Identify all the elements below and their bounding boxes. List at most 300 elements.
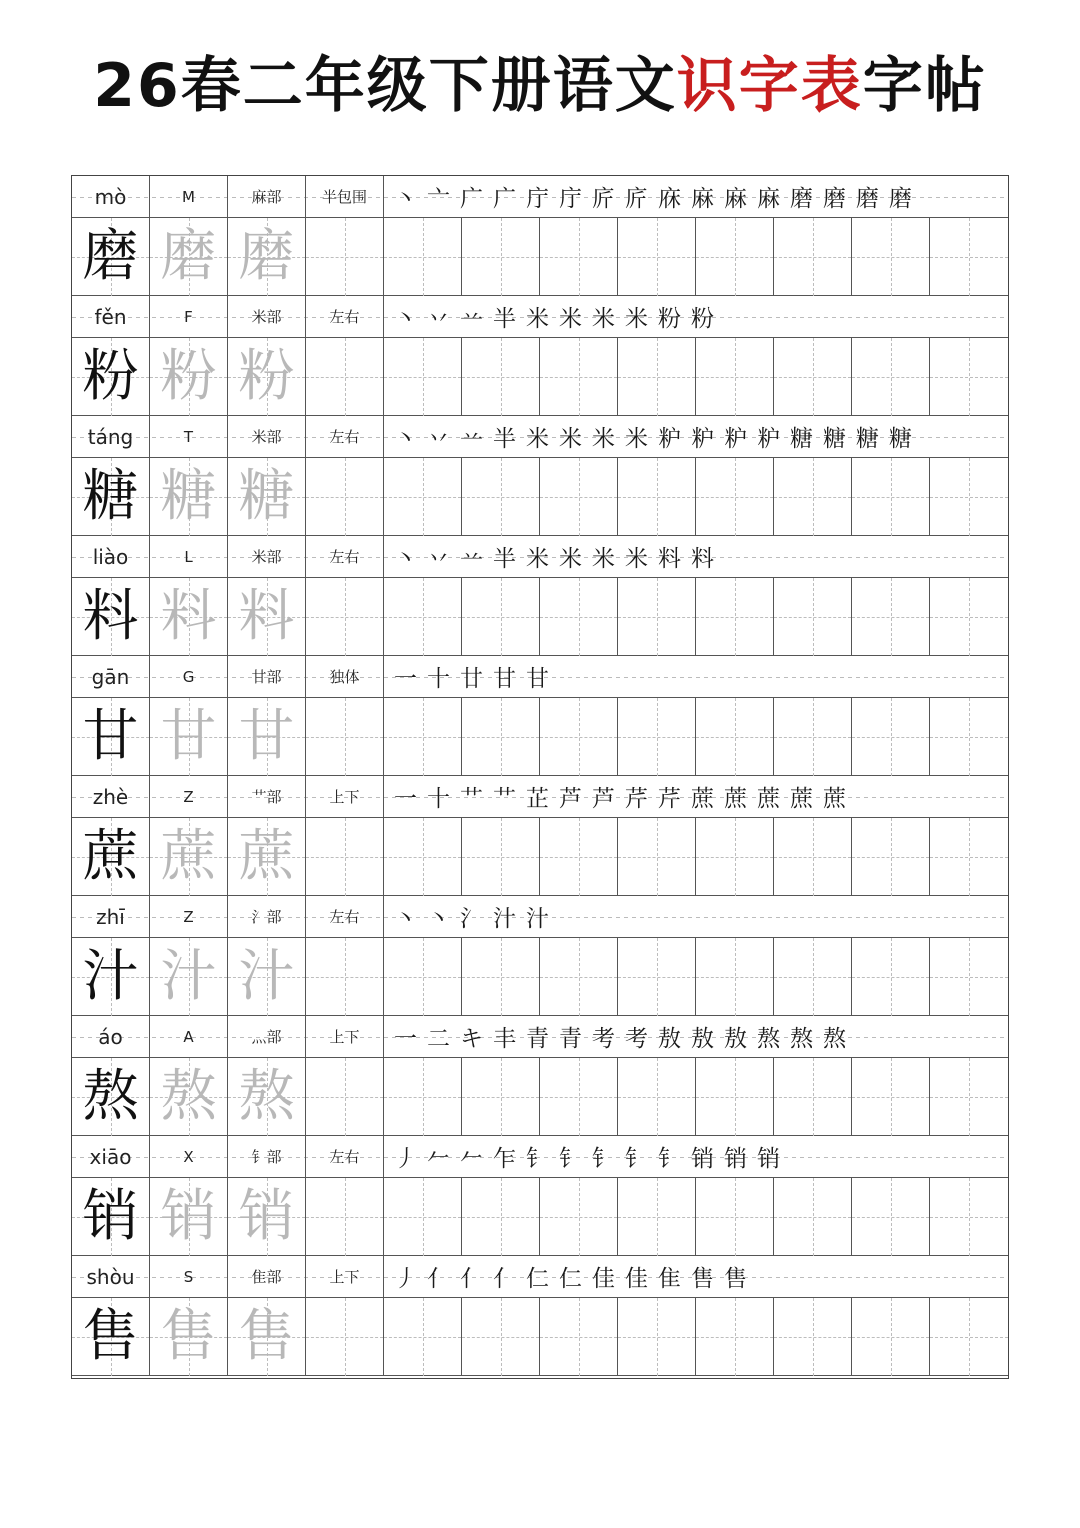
stroke-step: 䒑: [460, 546, 483, 572]
practice-box[interactable]: [306, 818, 384, 896]
trace-character: 销: [160, 1184, 217, 1249]
practice-box[interactable]: [774, 578, 852, 656]
practice-box[interactable]: [384, 218, 462, 296]
info-row: [72, 176, 1008, 218]
trace-character: 熬: [160, 1064, 217, 1129]
trace-character: 销: [238, 1184, 295, 1249]
trace-character-box: [228, 1178, 306, 1256]
model-character-box: [72, 218, 150, 296]
trace-character: 粉: [238, 344, 295, 409]
info-row: [72, 536, 1008, 578]
stroke-step: 米: [592, 426, 615, 452]
stroke-order: [384, 1256, 1008, 1297]
practice-box[interactable]: [774, 698, 852, 776]
model-character: 磨: [82, 224, 139, 289]
stroke-step: 蔗: [724, 786, 747, 812]
stroke-step: 廿: [460, 666, 483, 692]
stroke-step: 丷: [427, 306, 450, 332]
stroke-step: 磨: [790, 186, 813, 212]
practice-box[interactable]: [384, 1058, 462, 1136]
practice-box[interactable]: [618, 938, 696, 1016]
practice-box[interactable]: [618, 218, 696, 296]
radical-cell: 甘部: [228, 656, 306, 697]
stroke-step: 麻: [724, 186, 747, 212]
model-character-box: [72, 578, 150, 656]
model-character: 糖: [82, 464, 139, 529]
stroke-step: 料: [691, 546, 714, 572]
practice-box[interactable]: [852, 698, 930, 776]
practice-box[interactable]: [774, 218, 852, 296]
writing-grid-row: [72, 1178, 1008, 1256]
stroke-step: 庁: [526, 186, 549, 212]
stroke-step: 广: [493, 186, 516, 212]
trace-character: 粉: [160, 344, 217, 409]
stroke-step: 糖: [889, 426, 912, 452]
practice-box[interactable]: [852, 938, 930, 1016]
stroke-order: [384, 776, 1008, 817]
structure-cell: 独体: [306, 656, 384, 697]
practice-box[interactable]: [618, 1298, 696, 1376]
stroke-order: [384, 416, 1008, 457]
practice-box[interactable]: [930, 578, 1008, 656]
practice-box[interactable]: [696, 338, 774, 416]
trace-character-box: [150, 938, 228, 1016]
practice-box[interactable]: [306, 1298, 384, 1376]
practice-box[interactable]: [696, 938, 774, 1016]
stroke-step: 芦: [559, 786, 582, 812]
trace-character-box: [228, 458, 306, 536]
practice-box[interactable]: [930, 458, 1008, 536]
practice-box[interactable]: [774, 938, 852, 1016]
stroke-step: 亻: [427, 1266, 450, 1292]
practice-box[interactable]: [696, 1058, 774, 1136]
radical-cell: 钅部: [228, 1136, 306, 1177]
practice-box[interactable]: [618, 818, 696, 896]
practice-box[interactable]: [852, 338, 930, 416]
trace-character-box: [228, 578, 306, 656]
practice-box[interactable]: [618, 1178, 696, 1256]
stroke-step: 售: [691, 1266, 714, 1292]
stroke-step: 仁: [559, 1266, 582, 1292]
practice-box[interactable]: [930, 818, 1008, 896]
practice-box[interactable]: [384, 818, 462, 896]
model-character: 料: [82, 584, 139, 649]
practice-box[interactable]: [384, 338, 462, 416]
practice-box[interactable]: [306, 938, 384, 1016]
writing-grid-row: [72, 1298, 1008, 1376]
stroke-step: 粐: [724, 426, 747, 452]
pinyin-cell: áo: [72, 1016, 150, 1057]
stroke-step: 熬: [757, 1026, 780, 1052]
practice-box[interactable]: [462, 818, 540, 896]
practice-box[interactable]: [306, 458, 384, 536]
practice-box[interactable]: [462, 578, 540, 656]
stroke-step: 粐: [757, 426, 780, 452]
stroke-step: 米: [592, 306, 615, 332]
initial-cell: S: [150, 1256, 228, 1297]
stroke-order: [384, 536, 1008, 577]
practice-box[interactable]: [852, 1178, 930, 1256]
practice-box[interactable]: [930, 338, 1008, 416]
practice-box[interactable]: [462, 1058, 540, 1136]
practice-box[interactable]: [462, 1178, 540, 1256]
initial-cell: L: [150, 536, 228, 577]
initial-cell: T: [150, 416, 228, 457]
structure-cell: 上下: [306, 1016, 384, 1057]
trace-character-box: [228, 938, 306, 1016]
trace-character: 蔗: [160, 824, 217, 889]
practice-box[interactable]: [462, 1298, 540, 1376]
stroke-step: 米: [526, 306, 549, 332]
practice-box[interactable]: [774, 1058, 852, 1136]
stroke-step: 糖: [790, 426, 813, 452]
trace-character: 汁: [238, 944, 295, 1009]
stroke-step: 亻: [493, 1266, 516, 1292]
stroke-step: 䒑: [460, 306, 483, 332]
stroke-step: 米: [592, 546, 615, 572]
info-row: [72, 296, 1008, 338]
practice-box[interactable]: [540, 1058, 618, 1136]
stroke-step: 丶: [427, 906, 450, 932]
practice-box[interactable]: [462, 458, 540, 536]
stroke-step: 䒑: [460, 426, 483, 452]
stroke-step: 丿: [394, 1146, 417, 1172]
trace-character: 熬: [238, 1064, 295, 1129]
trace-character-box: [228, 1298, 306, 1376]
stroke-step: 甘: [526, 666, 549, 692]
practice-box[interactable]: [696, 1298, 774, 1376]
stroke-step: 蔗: [757, 786, 780, 812]
practice-box[interactable]: [306, 1178, 384, 1256]
trace-character: 料: [238, 584, 295, 649]
stroke-step: 庁: [559, 186, 582, 212]
practice-box[interactable]: [774, 1298, 852, 1376]
stroke-step: 糖: [823, 426, 846, 452]
title-part-2: 识字表: [676, 51, 863, 121]
stroke-step: 丶: [394, 426, 417, 452]
stroke-step: 亻: [460, 1266, 483, 1292]
trace-character-box: [228, 698, 306, 776]
trace-character: 磨: [160, 224, 217, 289]
stroke-step: 佳: [625, 1266, 648, 1292]
structure-cell: 上下: [306, 1256, 384, 1297]
practice-box[interactable]: [852, 1298, 930, 1376]
model-character-box: [72, 698, 150, 776]
practice-box[interactable]: [462, 218, 540, 296]
practice-box[interactable]: [540, 578, 618, 656]
trace-character: 磨: [238, 224, 295, 289]
stroke-step: 丷: [427, 426, 450, 452]
writing-grid-row: [72, 938, 1008, 1016]
stroke-order: [384, 656, 1008, 697]
practice-box[interactable]: [852, 458, 930, 536]
stroke-step: 敖: [724, 1026, 747, 1052]
stroke-step: 一: [394, 666, 417, 692]
stroke-step: 青: [526, 1026, 549, 1052]
stroke-step: 糖: [856, 426, 879, 452]
practice-box[interactable]: [696, 458, 774, 536]
practice-box[interactable]: [696, 818, 774, 896]
stroke-step: 𠂉: [427, 1146, 450, 1172]
stroke-step: 米: [625, 546, 648, 572]
practice-box[interactable]: [696, 578, 774, 656]
stroke-step: 钅: [625, 1146, 648, 1172]
practice-box[interactable]: [774, 1178, 852, 1256]
info-row: [72, 896, 1008, 938]
practice-box[interactable]: [462, 698, 540, 776]
stroke-step: 丶: [394, 546, 417, 572]
practice-box[interactable]: [306, 578, 384, 656]
practice-box[interactable]: [384, 938, 462, 1016]
stroke-step: 乍: [493, 1146, 516, 1172]
practice-box[interactable]: [930, 1298, 1008, 1376]
title-part-1: 26春二年级下册语文: [93, 51, 677, 121]
stroke-step: 庥: [658, 186, 681, 212]
practice-box[interactable]: [306, 1058, 384, 1136]
practice-box[interactable]: [618, 698, 696, 776]
practice-box[interactable]: [540, 218, 618, 296]
pinyin-cell: liào: [72, 536, 150, 577]
stroke-step: 销: [691, 1146, 714, 1172]
stroke-step: 敖: [658, 1026, 681, 1052]
stroke-step: 敖: [691, 1026, 714, 1052]
pinyin-cell: gān: [72, 656, 150, 697]
info-row: [72, 1016, 1008, 1058]
stroke-step: 亠: [427, 186, 450, 212]
practice-box[interactable]: [540, 338, 618, 416]
model-character: 汁: [82, 944, 139, 1009]
practice-box[interactable]: [774, 338, 852, 416]
stroke-step: 销: [724, 1146, 747, 1172]
stroke-step: 汁: [493, 906, 516, 932]
model-character-box: [72, 458, 150, 536]
stroke-step: 钅: [559, 1146, 582, 1172]
stroke-step: 丶: [394, 306, 417, 332]
practice-box[interactable]: [618, 338, 696, 416]
radical-cell: 艹部: [228, 776, 306, 817]
trace-character: 汁: [160, 944, 217, 1009]
stroke-step: 丶: [394, 186, 417, 212]
trace-character-box: [150, 1058, 228, 1136]
trace-character-box: [150, 218, 228, 296]
trace-character: 甘: [238, 704, 295, 769]
practice-box[interactable]: [384, 698, 462, 776]
stroke-order: [384, 296, 1008, 337]
radical-cell: 米部: [228, 416, 306, 457]
stroke-step: 粐: [691, 426, 714, 452]
stroke-step: 粉: [691, 306, 714, 332]
practice-box[interactable]: [852, 578, 930, 656]
practice-box[interactable]: [540, 938, 618, 1016]
stroke-step: 青: [559, 1026, 582, 1052]
stroke-step: キ: [460, 1026, 483, 1052]
stroke-step: 熬: [823, 1026, 846, 1052]
initial-cell: X: [150, 1136, 228, 1177]
stroke-step: 氵: [460, 906, 483, 932]
practice-box[interactable]: [774, 458, 852, 536]
practice-box[interactable]: [852, 818, 930, 896]
stroke-step: 一: [394, 786, 417, 812]
model-character: 蔗: [82, 824, 139, 889]
practice-box[interactable]: [618, 1058, 696, 1136]
stroke-step: 钅: [526, 1146, 549, 1172]
practice-box[interactable]: [306, 218, 384, 296]
stroke-step: 料: [658, 546, 681, 572]
stroke-step: 销: [757, 1146, 780, 1172]
practice-box[interactable]: [462, 338, 540, 416]
practice-box[interactable]: [930, 1058, 1008, 1136]
initial-cell: Z: [150, 896, 228, 937]
practice-box[interactable]: [306, 698, 384, 776]
pinyin-cell: shòu: [72, 1256, 150, 1297]
practice-box[interactable]: [384, 458, 462, 536]
stroke-step: 蔗: [790, 786, 813, 812]
initial-cell: A: [150, 1016, 228, 1057]
radical-cell: 氵部: [228, 896, 306, 937]
stroke-order: [384, 1136, 1008, 1177]
stroke-step: 考: [625, 1026, 648, 1052]
stroke-step: 佳: [592, 1266, 615, 1292]
stroke-step: 粐: [658, 426, 681, 452]
stroke-order: [384, 176, 1008, 217]
practice-box[interactable]: [540, 1298, 618, 1376]
trace-character: 甘: [160, 704, 217, 769]
model-character-box: [72, 1298, 150, 1376]
stroke-step: 米: [625, 306, 648, 332]
model-character-box: [72, 938, 150, 1016]
stroke-step: 仁: [526, 1266, 549, 1292]
pinyin-cell: mò: [72, 176, 150, 217]
structure-cell: 左右: [306, 536, 384, 577]
stroke-step: 一: [394, 1026, 417, 1052]
practice-box[interactable]: [384, 578, 462, 656]
stroke-step: 十: [427, 786, 450, 812]
practice-box[interactable]: [774, 818, 852, 896]
stroke-order: [384, 896, 1008, 937]
practice-box[interactable]: [696, 218, 774, 296]
title-part-3: 字帖: [862, 51, 987, 121]
radical-cell: 麻部: [228, 176, 306, 217]
stroke-step: 米: [559, 306, 582, 332]
pinyin-cell: xiāo: [72, 1136, 150, 1177]
practice-sheet: [71, 175, 1009, 1379]
radical-cell: 米部: [228, 536, 306, 577]
stroke-step: 汁: [526, 906, 549, 932]
model-character-box: [72, 1178, 150, 1256]
stroke-step: 米: [559, 546, 582, 572]
trace-character-box: [150, 1178, 228, 1256]
writing-grid-row: [72, 458, 1008, 536]
stroke-step: 钅: [658, 1146, 681, 1172]
pinyin-cell: zhī: [72, 896, 150, 937]
stroke-step: 半: [493, 306, 516, 332]
practice-box[interactable]: [930, 1178, 1008, 1256]
stroke-step: 芹: [625, 786, 648, 812]
stroke-step: 艹: [493, 786, 516, 812]
practice-box[interactable]: [696, 698, 774, 776]
trace-character-box: [150, 818, 228, 896]
practice-box[interactable]: [930, 218, 1008, 296]
initial-cell: Z: [150, 776, 228, 817]
writing-grid-row: [72, 818, 1008, 896]
trace-character-box: [228, 218, 306, 296]
practice-box[interactable]: [540, 1178, 618, 1256]
practice-box[interactable]: [618, 578, 696, 656]
practice-box[interactable]: [852, 218, 930, 296]
writing-grid-row: [72, 338, 1008, 416]
stroke-step: 粉: [658, 306, 681, 332]
model-character: 销: [82, 1184, 139, 1249]
stroke-step: 丷: [427, 546, 450, 572]
trace-character: 糖: [238, 464, 295, 529]
stroke-step: 芹: [658, 786, 681, 812]
stroke-step: 半: [493, 426, 516, 452]
stroke-step: 广: [460, 186, 483, 212]
practice-box[interactable]: [696, 1178, 774, 1256]
practice-box[interactable]: [540, 458, 618, 536]
stroke-step: 蔗: [823, 786, 846, 812]
page-title: [0, 48, 1080, 124]
practice-box[interactable]: [462, 938, 540, 1016]
stroke-step: 隹: [658, 1266, 681, 1292]
trace-character: 蔗: [238, 824, 295, 889]
structure-cell: 半包围: [306, 176, 384, 217]
practice-box[interactable]: [930, 938, 1008, 1016]
practice-box[interactable]: [306, 338, 384, 416]
info-row: [72, 1256, 1008, 1298]
stroke-step: 考: [592, 1026, 615, 1052]
practice-box[interactable]: [384, 1178, 462, 1256]
stroke-step: 售: [724, 1266, 747, 1292]
info-row: [72, 416, 1008, 458]
stroke-order: [384, 1016, 1008, 1057]
stroke-step: 麻: [691, 186, 714, 212]
writing-grid-row: [72, 578, 1008, 656]
stroke-step: 庍: [625, 186, 648, 212]
stroke-step: 米: [526, 546, 549, 572]
practice-box[interactable]: [618, 458, 696, 536]
info-row: [72, 1136, 1008, 1178]
info-row: [72, 776, 1008, 818]
stroke-step: 二: [427, 1026, 450, 1052]
model-character: 熬: [82, 1064, 139, 1129]
practice-box[interactable]: [852, 1058, 930, 1136]
stroke-step: 米: [559, 426, 582, 452]
writing-grid-row: [72, 1058, 1008, 1136]
practice-box[interactable]: [540, 818, 618, 896]
structure-cell: 左右: [306, 296, 384, 337]
practice-box[interactable]: [540, 698, 618, 776]
stroke-step: 丿: [394, 1266, 417, 1292]
stroke-step: 米: [526, 426, 549, 452]
stroke-step: 丶: [394, 906, 417, 932]
stroke-step: 甘: [493, 666, 516, 692]
practice-box[interactable]: [930, 698, 1008, 776]
initial-cell: G: [150, 656, 228, 697]
practice-box[interactable]: [384, 1298, 462, 1376]
stroke-step: 磨: [856, 186, 879, 212]
trace-character-box: [150, 338, 228, 416]
radical-cell: 灬部: [228, 1016, 306, 1057]
model-character: 售: [82, 1304, 139, 1369]
trace-character: 料: [160, 584, 217, 649]
trace-character-box: [150, 1298, 228, 1376]
stroke-step: 熬: [790, 1026, 813, 1052]
stroke-step: 芷: [526, 786, 549, 812]
initial-cell: M: [150, 176, 228, 217]
trace-character: 售: [160, 1304, 217, 1369]
model-character-box: [72, 338, 150, 416]
